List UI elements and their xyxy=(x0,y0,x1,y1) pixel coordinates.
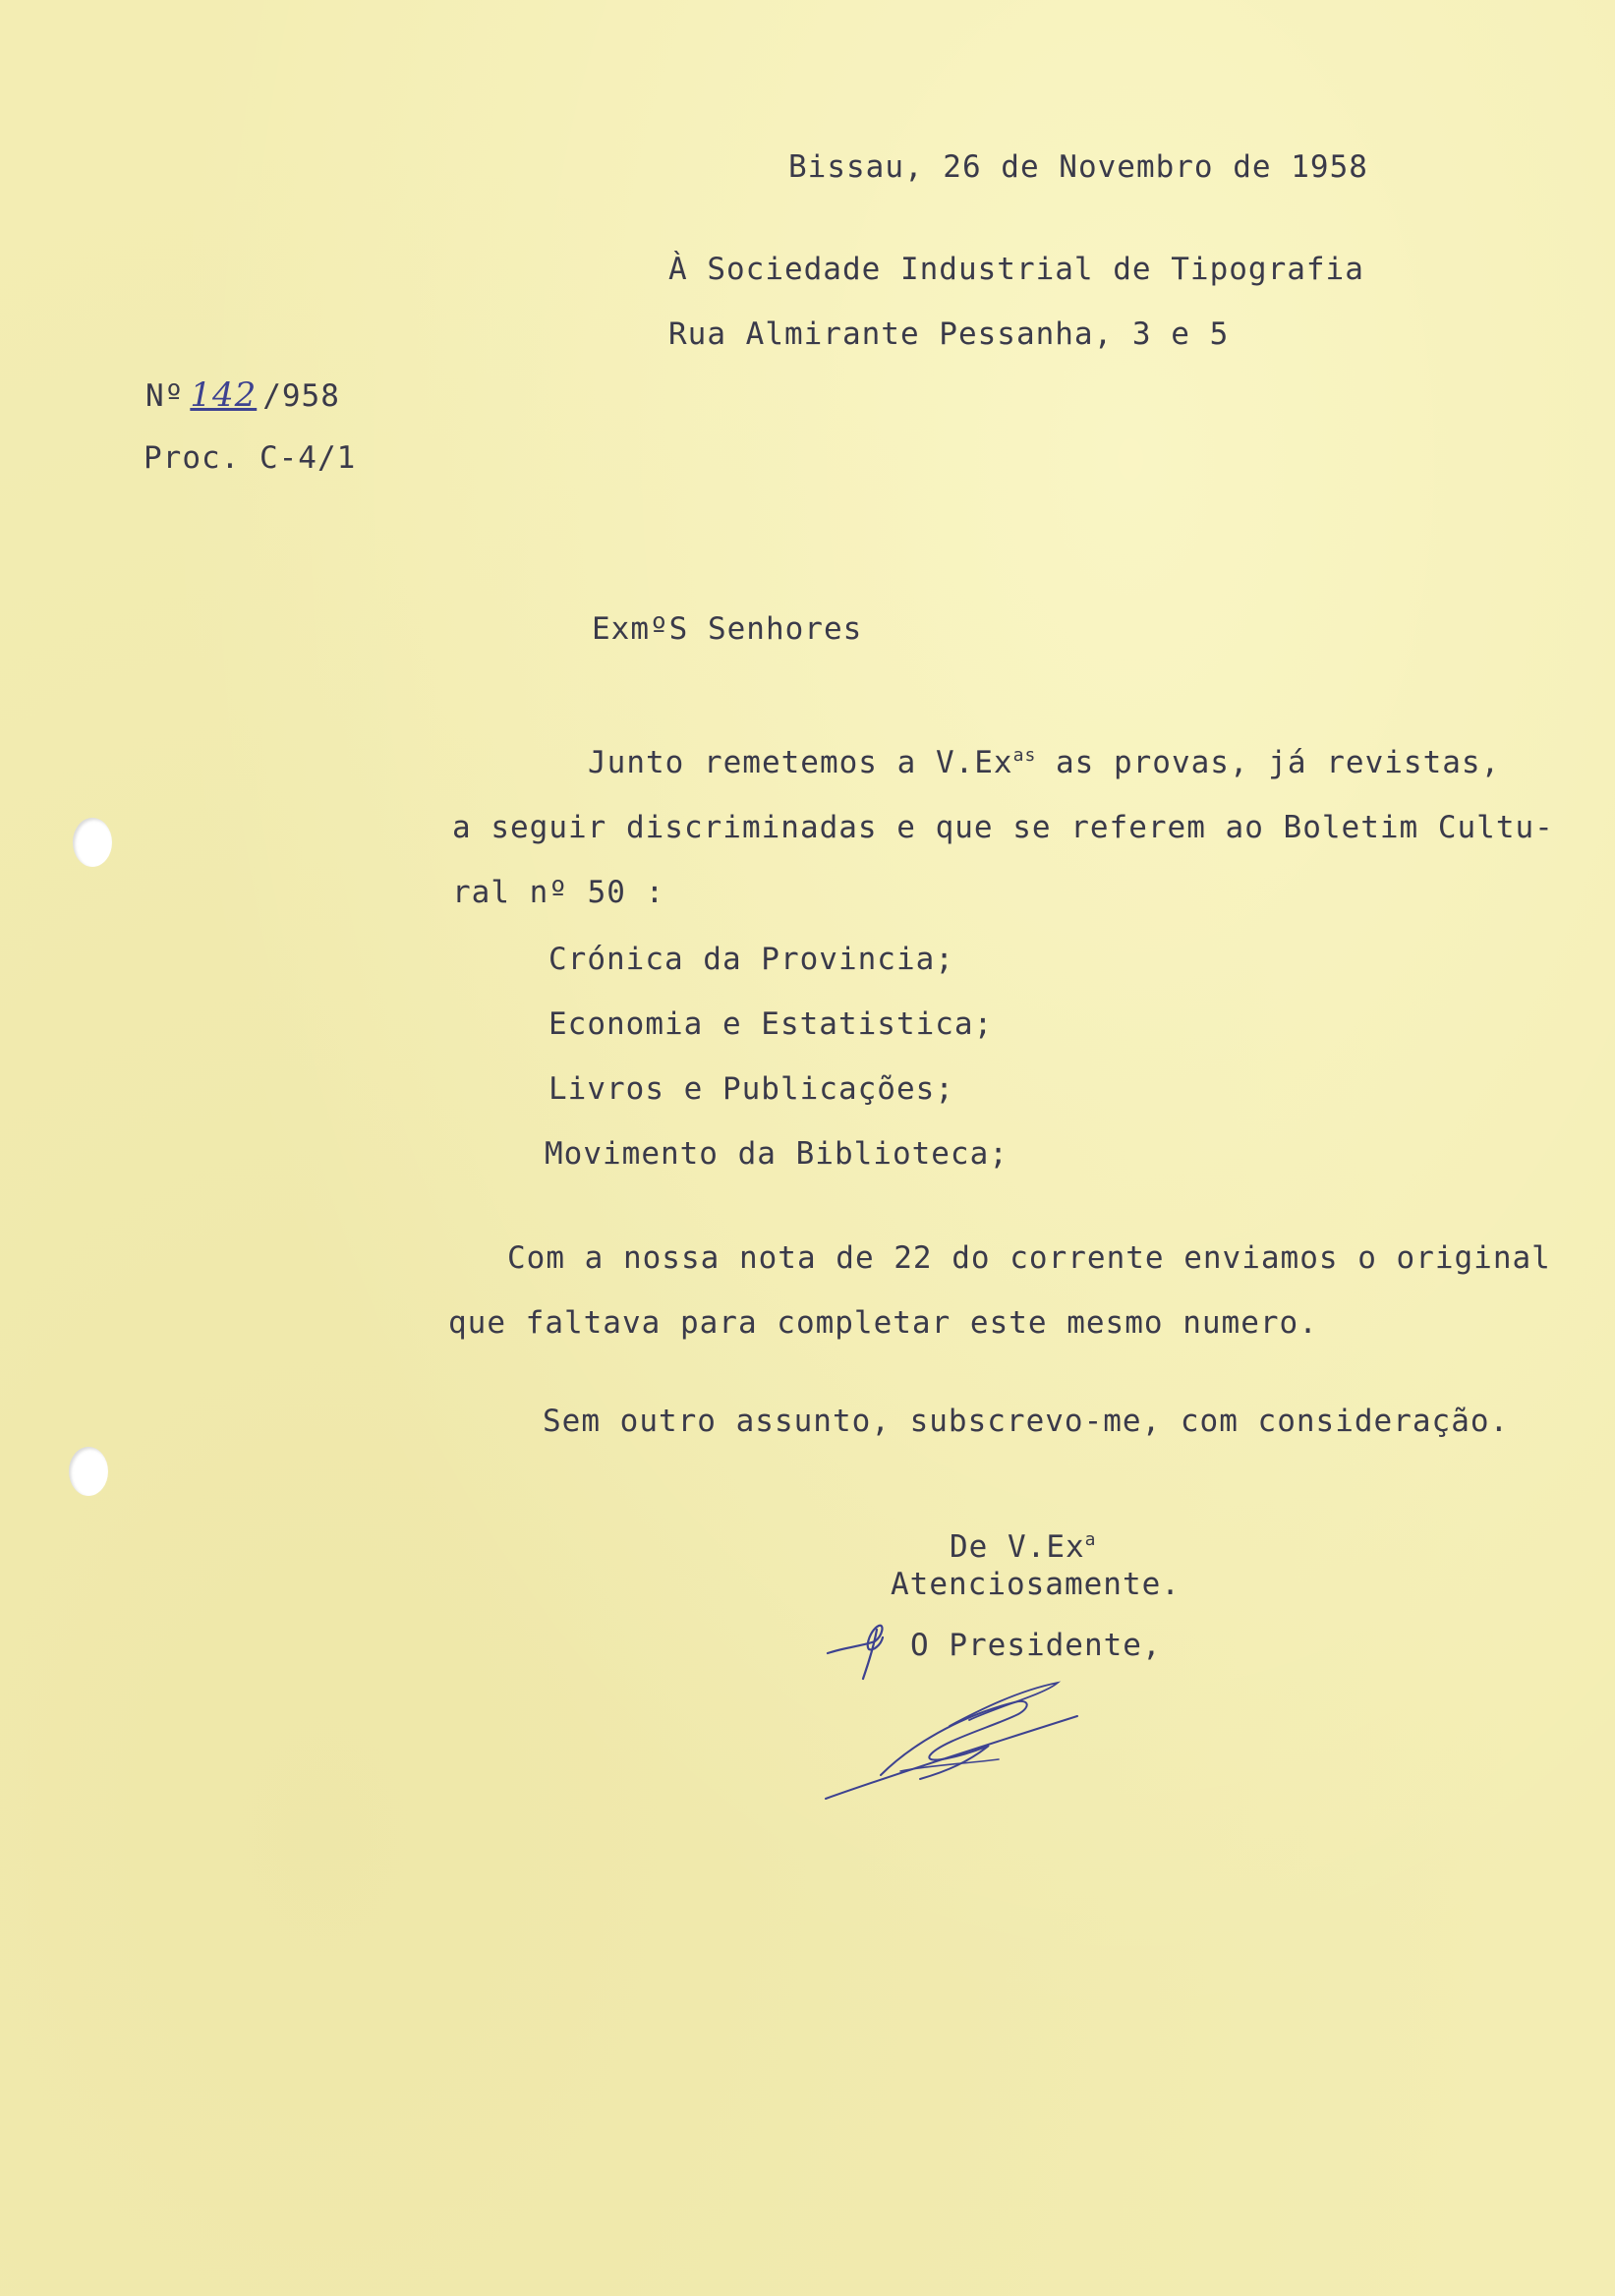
paragraph-1-line-2: a seguir discriminadas e que se referem ao Boletim Cultu- xyxy=(452,810,1554,845)
ref-handwritten-number: 142 xyxy=(190,375,258,415)
recipient-address: Rua Almirante Pessanha, 3 e 5 xyxy=(668,316,1230,352)
closing-sign-off: Atenciosamente. xyxy=(891,1567,1181,1602)
reference-number xyxy=(145,375,340,415)
signature-initial-mark xyxy=(826,1612,904,1681)
paragraph-1-line-3: ral nº 50 : xyxy=(452,875,665,910)
signature-scribble xyxy=(822,1677,1087,1805)
list-item: Economia e Estatistica; xyxy=(548,1006,994,1042)
paragraph-1-line-1 xyxy=(588,745,1500,780)
closing-superscript: a xyxy=(1084,1529,1097,1550)
para1-part-b: as provas, já revistas, xyxy=(1036,745,1501,780)
process-reference: Proc. C-4/1 xyxy=(144,440,357,476)
paragraph-2-line-1: Com a nossa nota de 22 do corrente enviamos o original xyxy=(507,1240,1551,1276)
closing-part-a: De V.Ex xyxy=(950,1529,1085,1565)
closing-greeting xyxy=(950,1529,1097,1565)
para1-part-a: Junto remetemos a V.Ex xyxy=(588,745,1013,780)
list-item: Crónica da Provincia; xyxy=(548,942,954,977)
punch-hole-bottom xyxy=(69,1447,108,1496)
date-line: Bissau, 26 de Novembro de 1958 xyxy=(788,149,1368,185)
ref-year: /958 xyxy=(262,378,340,414)
paragraph-2-line-2: que faltava para completar este mesmo numero. xyxy=(448,1305,1318,1341)
para1-superscript: as xyxy=(1012,745,1037,766)
list-item: Movimento da Biblioteca; xyxy=(545,1136,1009,1172)
recipient-name: À Sociedade Industrial de Tipografia xyxy=(668,252,1364,287)
punch-hole-top xyxy=(73,818,112,867)
paragraph-3: Sem outro assunto, subscrevo-me, com consideração. xyxy=(543,1404,1510,1439)
list-item: Livros e Publicações; xyxy=(548,1071,954,1107)
ref-prefix: Nº xyxy=(145,378,185,414)
signature-title: O Presidente, xyxy=(910,1628,1162,1663)
salutation: ExmºS Senhores xyxy=(592,611,863,647)
